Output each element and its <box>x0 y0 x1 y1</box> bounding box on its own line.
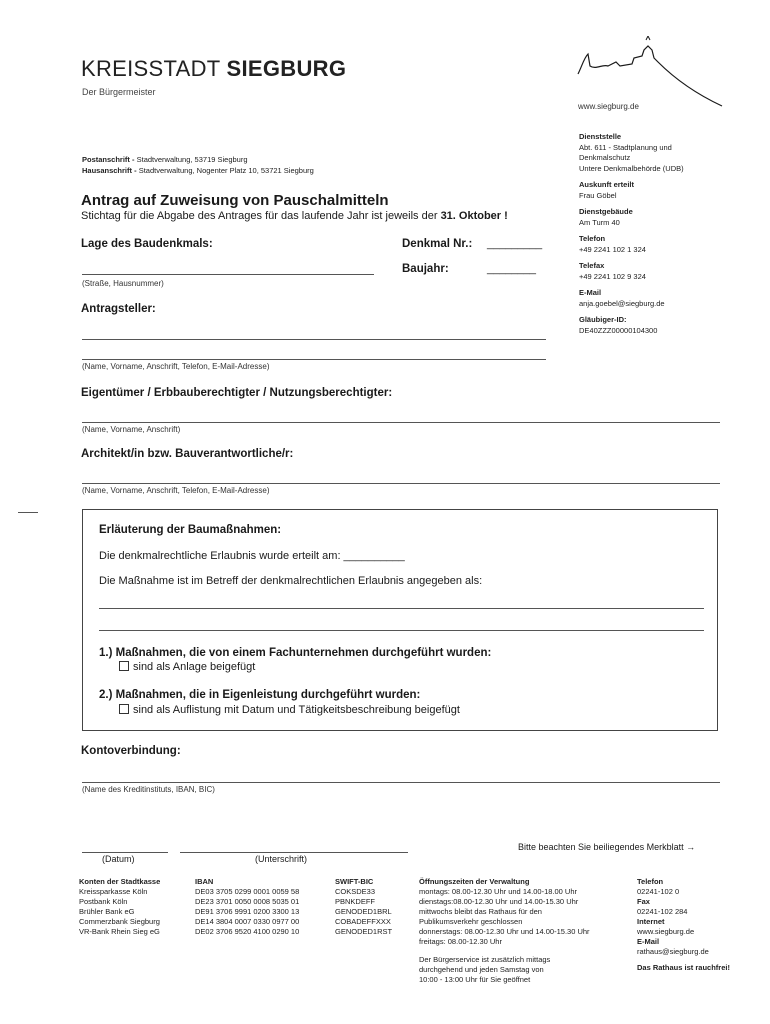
org-city: SIEGBURG <box>226 56 347 81</box>
footer-bics <box>335 877 392 937</box>
bank-name: Kreissparkasse Köln <box>79 887 148 896</box>
hours-line: donnerstags: 08.00-12.30 Uhr und 14.00-15.30 Uhr <box>419 927 590 936</box>
smoke-free-notice: Das Rathaus ist rauchfrei! <box>637 963 730 972</box>
sidebar-line: Am Turm 40 <box>579 217 620 227</box>
merkblatt-note: Bitte beachten Sie beiliegendes Merkblatt → <box>518 842 696 852</box>
sidebar-line: Untere Denkmalbehörde (UDB) <box>579 163 684 173</box>
post-value: Stadtverwaltung, 53719 Siegburg <box>136 155 248 164</box>
massnahme-field-line-1[interactable] <box>99 608 704 609</box>
iban-header: IBAN <box>195 877 214 886</box>
org-prefix: KREISSTADT <box>81 56 221 81</box>
contact-label: Telefon <box>637 877 664 886</box>
bic-value: COBADEFFXXX <box>335 917 391 926</box>
house-label: Hausanschrift - <box>82 165 137 175</box>
sidebar-line: +49 2241 102 9 324 <box>579 271 646 281</box>
konto-label: Kontoverbindung: <box>81 745 181 757</box>
fold-mark <box>18 512 38 513</box>
footer-hours <box>419 877 590 985</box>
contact-label: E-Mail <box>637 937 660 946</box>
sidebar-line: DE40ZZZ00000104300 <box>579 325 658 335</box>
iban-value: DE02 3706 9520 4100 0290 10 <box>195 927 300 936</box>
box-title: Erläuterung der Baumaßnahmen: <box>99 524 282 536</box>
hours-line: freitags: 08.00-12.30 Uhr <box>419 937 502 946</box>
bank-name: Commerzbank Siegburg <box>79 917 160 926</box>
architekt-hint: (Name, Vorname, Anschrift, Telefon, E-Mail-Adresse) <box>82 486 270 495</box>
antragsteller-field-line-2[interactable] <box>82 359 546 360</box>
sidebar-email <box>579 288 759 309</box>
sidebar-label: E-Mail <box>579 288 602 297</box>
eigentuemer-hint: (Name, Vorname, Anschrift) <box>82 425 181 434</box>
contact-label: Internet <box>637 917 665 926</box>
denkmal-label: Denkmal Nr.: <box>402 238 473 250</box>
item2-option-label: sind als Auflistung mit Datum und Tätigkeitsbeschreibung beigefügt <box>133 704 460 716</box>
hours-line: montags: 08.00-12.30 Uhr und 14.00-18.00 Uhr <box>419 887 578 896</box>
lage-label: Lage des Baudenkmals: <box>81 238 213 250</box>
sidebar-telefax <box>579 261 759 282</box>
sidebar-label: Telefon <box>579 234 606 243</box>
bic-value: GENODED1RST <box>335 927 393 936</box>
sidebar-line: Denkmalschutz <box>579 153 631 162</box>
siegburg-skyline-logo <box>572 36 752 108</box>
massnahme-description-label: Die Maßnahme ist im Betreff der denkmalrechtlichen Erlaubnis angegeben als: <box>99 575 483 587</box>
baujahr-label: Baujahr: <box>402 263 449 275</box>
sidebar-line: +49 2241 102 1 324 <box>579 244 646 254</box>
org-name <box>81 56 346 82</box>
sidebar-telefon <box>579 234 759 255</box>
denkmal-field[interactable]: _________ <box>487 238 543 250</box>
contact-value: 02241-102 0 <box>637 887 680 896</box>
footer-ibans <box>195 877 299 937</box>
architekt-label: Architekt/in bzw. Bauverantwortliche/r: <box>81 448 294 460</box>
sidebar-auskunft <box>579 180 759 201</box>
form-title: Antrag auf Zuweisung von Pauschalmitteln <box>81 192 389 209</box>
service-line: 10:00 - 13:00 Uhr für Sie geöffnet <box>419 975 531 984</box>
form-subtitle <box>81 210 508 222</box>
hours-line: mittwochs bleibt das Rathaus für den <box>419 907 542 916</box>
subtitle-text: Stichtag für die Abgabe des Antrages für das laufende Jahr ist jeweils der <box>81 210 441 222</box>
hours-line: dienstags:08.00-12.30 Uhr und 14.00-15.30 Uhr <box>419 897 579 906</box>
item2-title: 2.) Maßnahmen, die in Eigenleistung durchgeführt wurden: <box>99 689 421 701</box>
contact-value[interactable]: www.siegburg.de <box>637 927 695 936</box>
post-label: Postanschrift - <box>82 155 135 164</box>
house-value: Stadtverwaltung, Nogenter Platz 10, 53721 Siegburg <box>138 165 314 175</box>
contact-sidebar <box>579 132 759 342</box>
antragsteller-field-line-1[interactable] <box>82 339 546 340</box>
subtitle-deadline: 31. Oktober ! <box>440 210 508 222</box>
sidebar-line: Frau Göbel <box>579 190 617 200</box>
iban-value: DE14 3804 0007 0330 0977 00 <box>195 917 300 926</box>
contact-label: Fax <box>637 897 650 906</box>
checkbox[interactable] <box>119 661 129 671</box>
iban-value: DE91 3706 9991 0200 3300 13 <box>195 907 300 916</box>
architekt-field-line[interactable] <box>82 483 720 484</box>
antragsteller-label: Antragsteller: <box>81 303 156 315</box>
sidebar-dienstgebaeude <box>579 207 759 228</box>
strasse-hint: (Straße, Hausnummer) <box>82 279 164 288</box>
sidebar-label: Dienstgebäude <box>579 207 633 216</box>
antragsteller-hint: (Name, Vorname, Anschrift, Telefon, E-Mail-Adresse) <box>82 362 270 371</box>
sidebar-label: Dienststelle <box>579 132 622 141</box>
eigentuemer-field-line[interactable] <box>82 422 720 423</box>
unterschrift-field-line[interactable] <box>180 852 408 853</box>
bic-header: SWIFT-BIC <box>335 877 374 886</box>
footer-banks <box>79 877 160 937</box>
bank-name: VR-Bank Rhein Sieg eG <box>79 927 160 936</box>
checkbox[interactable] <box>119 704 129 714</box>
hours-line: Publikumsverkehr geschlossen <box>419 917 523 926</box>
sidebar-label: Auskunft erteilt <box>579 180 635 189</box>
service-line: durchgehend und jeden Samstag von <box>419 965 544 974</box>
iban-value: DE23 3701 0050 0008 5035 01 <box>195 897 300 906</box>
sidebar-label: Telefax <box>579 261 605 270</box>
sidebar-line[interactable]: anja.goebel@siegburg.de <box>579 298 665 308</box>
bic-value: GENODED1BRL <box>335 907 392 916</box>
iban-value: DE03 3705 0299 0001 0059 58 <box>195 887 300 896</box>
sidebar-line: Abt. 611 - Stadtplanung und <box>579 142 672 152</box>
sidebar-label: Gläubiger-ID: <box>579 315 627 324</box>
massnahme-field-line-2[interactable] <box>99 630 704 631</box>
bic-value: PBNKDEFF <box>335 897 376 906</box>
service-line: Der Bürgerservice ist zusätzlich mittags <box>419 955 551 964</box>
item1-title: 1.) Maßnahmen, die von einem Fachunternehmen durchgeführt wurden: <box>99 647 492 659</box>
bic-value: COKSDE33 <box>335 887 376 896</box>
konto-field-line[interactable] <box>82 782 720 783</box>
item2-option[interactable] <box>119 704 460 716</box>
org-subtitle: Der Bürgermeister <box>82 87 156 97</box>
website-url: www.siegburg.de <box>578 102 639 111</box>
unterschrift-label: (Unterschrift) <box>255 854 308 864</box>
sidebar-glaeubiger-id <box>579 315 759 336</box>
bank-name: Brühler Bank eG <box>79 907 135 916</box>
item1-option[interactable] <box>119 661 255 673</box>
postal-address <box>82 155 314 176</box>
contact-value[interactable]: rathaus@siegburg.de <box>637 947 709 956</box>
contact-value: 02241-102 284 <box>637 907 688 916</box>
erlaubnis-date-line[interactable]: Die denkmalrechtliche Erlaubnis wurde erteilt am: __________ <box>99 550 405 562</box>
banks-header: Konten der Stadtkasse <box>79 877 161 886</box>
eigentuemer-label: Eigentümer / Erbbauberechtigter / Nutzungsberechtigter: <box>81 387 393 399</box>
hours-header: Öffnungszeiten der Verwaltung <box>419 877 530 886</box>
baujahr-field[interactable]: ________ <box>487 263 536 275</box>
footer-contact <box>637 877 730 973</box>
konto-hint: (Name des Kreditinstituts, IBAN, BIC) <box>82 785 215 794</box>
bank-name: Postbank Köln <box>79 897 128 906</box>
datum-label: (Datum) <box>102 854 135 864</box>
datum-field-line[interactable] <box>82 852 168 853</box>
sidebar-dienststelle <box>579 132 759 174</box>
item1-option-label: sind als Anlage beigefügt <box>133 661 256 673</box>
strasse-field-line[interactable] <box>82 274 374 275</box>
